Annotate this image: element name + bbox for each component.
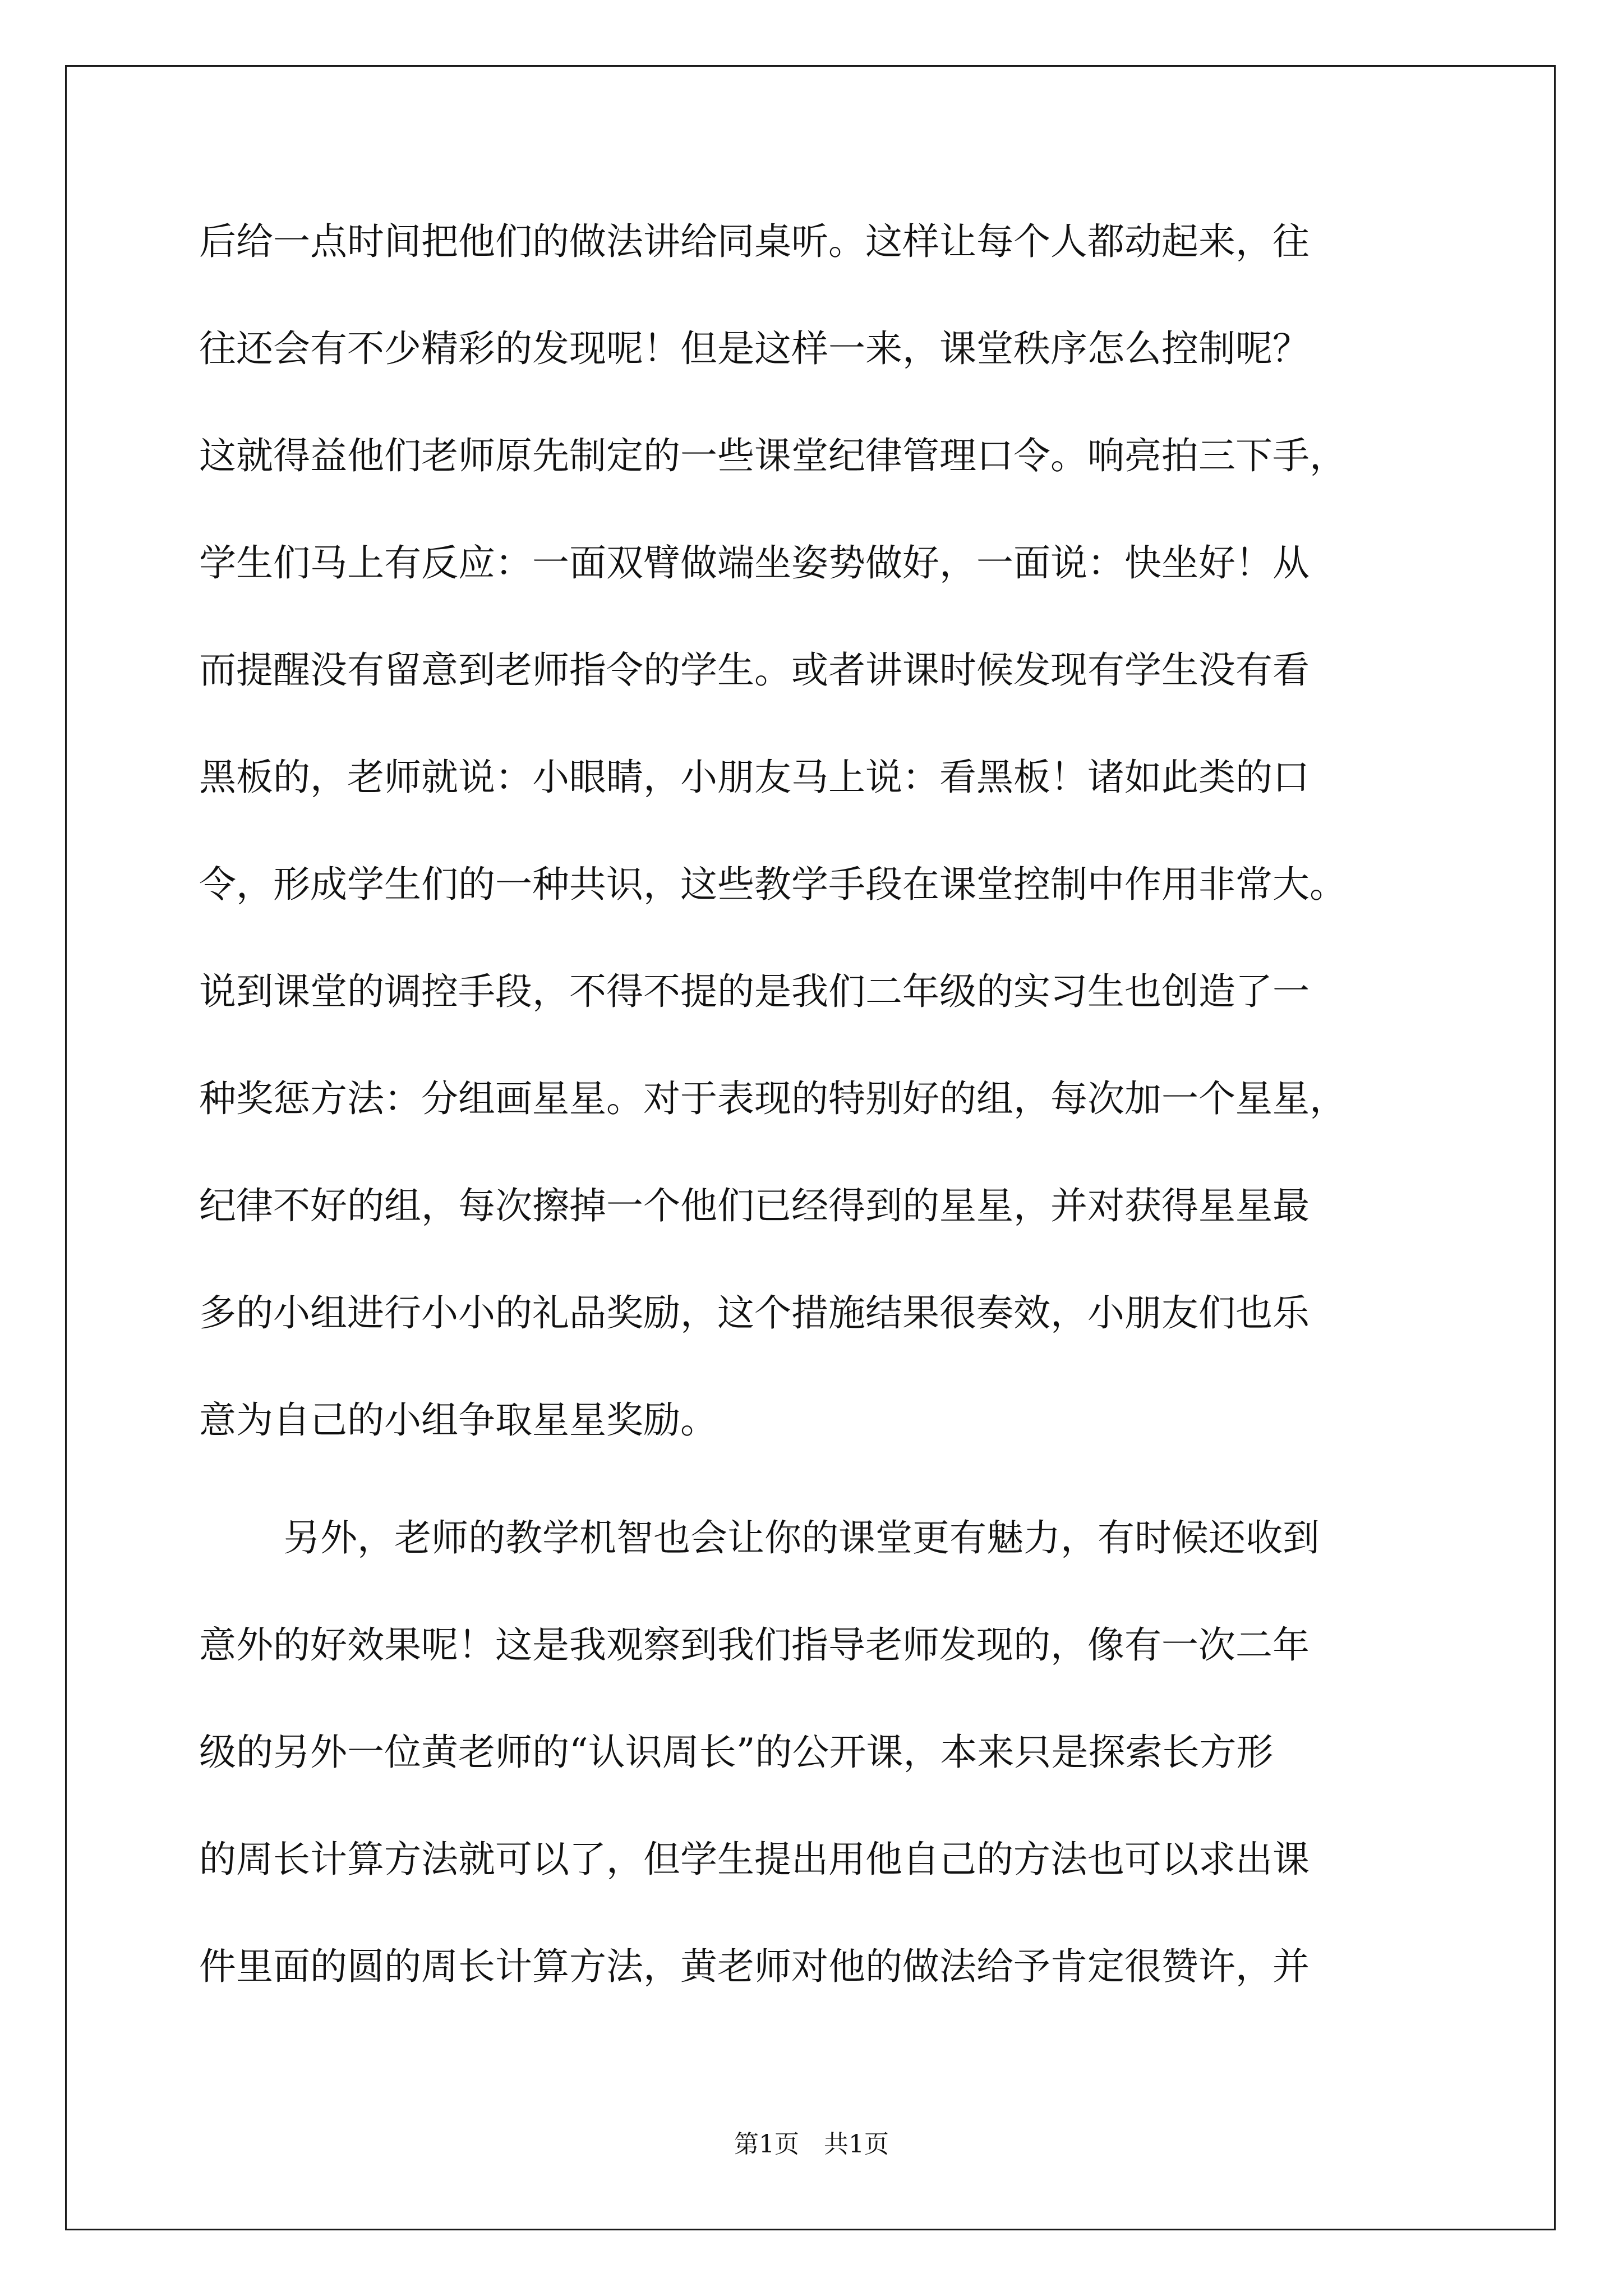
text-line: 学生们马上有反应：一面双臂做端坐姿势做好，一面说：快坐好！从 <box>199 541 1310 585</box>
text-line: 种奖惩方法：分组画星星。对于表现的特别好的组，每次加一个星星， <box>199 1077 1347 1120</box>
text-line: 而提醒没有留意到老师指令的学生。或者讲课时候发现有学生没有看 <box>199 648 1310 692</box>
text-line: 说到课堂的调控手段，不得不提的是我们二年级的实习生也创造了一 <box>199 970 1310 1013</box>
text-line: 纪律不好的组，每次擦掉一个他们已经得到的星星，并对获得星星最 <box>199 1184 1310 1227</box>
text-line: 令，形成学生们的一种共识，这些教学手段在课堂控制中作用非常大。 <box>199 863 1347 906</box>
text-line: 级的另外一位黄老师的“认识周长”的公开课，本来只是探索长方形 <box>199 1731 1274 1774</box>
text-line: 多的小组进行小小的礼品奖励，这个措施结果很奏效，小朋友们也乐 <box>199 1291 1310 1335</box>
text-line: 黑板的，老师就说：小眼睛，小朋友马上说：看黑板！诸如此类的口 <box>199 756 1310 799</box>
page-footer: 第1页 共1页 <box>734 2130 889 2159</box>
text-line: 意为自己的小组争取星星奖励。 <box>199 1398 717 1442</box>
paragraph-first-line: 另外，老师的教学机智也会让你的课堂更有魅力，有时候还收到 <box>283 1516 1320 1559</box>
document-body <box>199 220 1433 2055</box>
text-line: 往还会有不少精彩的发现呢！但是这样一来，课堂秩序怎么控制呢？ <box>199 327 1310 370</box>
text-line: 件里面的圆的周长计算方法，黄老师对他的做法给予肯定很赞许，并 <box>199 1945 1310 1988</box>
text-line: 后给一点时间把他们的做法讲给同桌听。这样让每个人都动起来，往 <box>199 220 1310 263</box>
text-line: 意外的好效果呢！这是我观察到我们指导老师发现的，像有一次二年 <box>199 1623 1310 1667</box>
text-line: 的周长计算方法就可以了，但学生提出用他自己的方法也可以求出课 <box>199 1838 1310 1881</box>
text-line: 这就得益他们老师原先制定的一些课堂纪律管理口令。响亮拍三下手， <box>199 434 1347 477</box>
